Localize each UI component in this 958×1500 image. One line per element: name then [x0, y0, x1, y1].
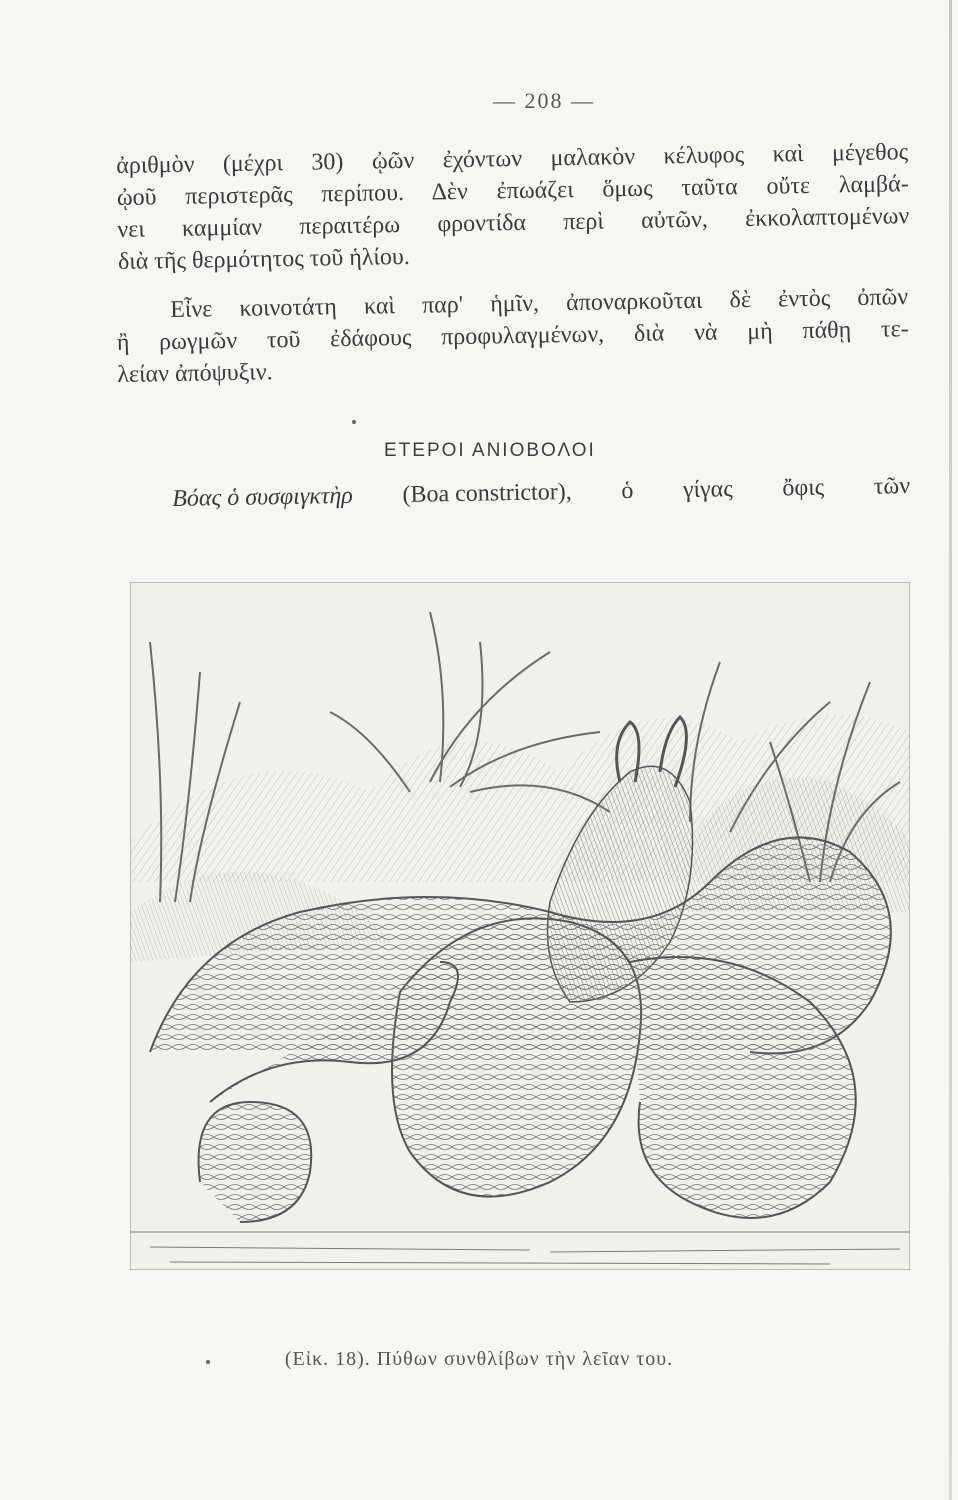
intro-word: τῶν — [873, 473, 911, 500]
text-line: ἀριθμὸν (μέχρι 30) ᾠῶν ἐχόντων μαλακὸν κέλυφος καὶ μέγεθος — [116, 139, 909, 179]
text-line: λείαν ἀπόψυξιν. — [117, 359, 273, 388]
page-number: — 208 — — [493, 88, 595, 113]
figure-caption: (Εἰκ. 18). Πύθων συνθλίβων τὴν λεῖαν του. — [284, 1348, 674, 1370]
paragraph-eggs — [116, 136, 910, 278]
species-intro-line — [172, 473, 910, 513]
paragraph-hibernation — [116, 281, 910, 391]
section-heading: ΕΤΕΡΟΙ ΑΝΙΟΒΟΛΟΙ — [384, 440, 596, 461]
page-edge — [949, 0, 952, 1500]
ink-speck — [206, 1360, 210, 1364]
text-line: νει καμμίαν περαιτέρω φροντίδα περὶ αὐτῶν, ἐκκολαπτομένων — [117, 203, 910, 243]
species-name: Βόας ὁ συσφιγκτὴρ — [172, 482, 354, 512]
intro-word: ὄφις — [782, 474, 825, 502]
latin-name: (Boa constrictor), — [402, 479, 572, 508]
text-line: διὰ τῆς θερμότητος τοῦ ἡλίου. — [117, 243, 410, 275]
ink-speck — [352, 420, 356, 424]
text-line: ἢ ρωγμῶν τοῦ ἐδάφους προφυλαγμένων, διὰ νὰ μὴ πάθῃ τε- — [116, 316, 909, 356]
text-line: Εἶνε κοινοτάτη καὶ παρ' ἡμῖν, ἀποναρκοῦται δὲ ἐντὸς ὀπῶν — [170, 284, 909, 324]
text-line: ᾠοῦ περιστερᾶς περίπου. Δὲν ἐπωάζει ὅμως ταῦτα οὔτε λαμβά- — [116, 171, 909, 211]
python-engraving-illustration — [130, 582, 910, 1270]
intro-word: ὁ — [621, 477, 634, 505]
engraving-svg — [130, 582, 910, 1270]
intro-word: γίγας — [682, 476, 733, 504]
